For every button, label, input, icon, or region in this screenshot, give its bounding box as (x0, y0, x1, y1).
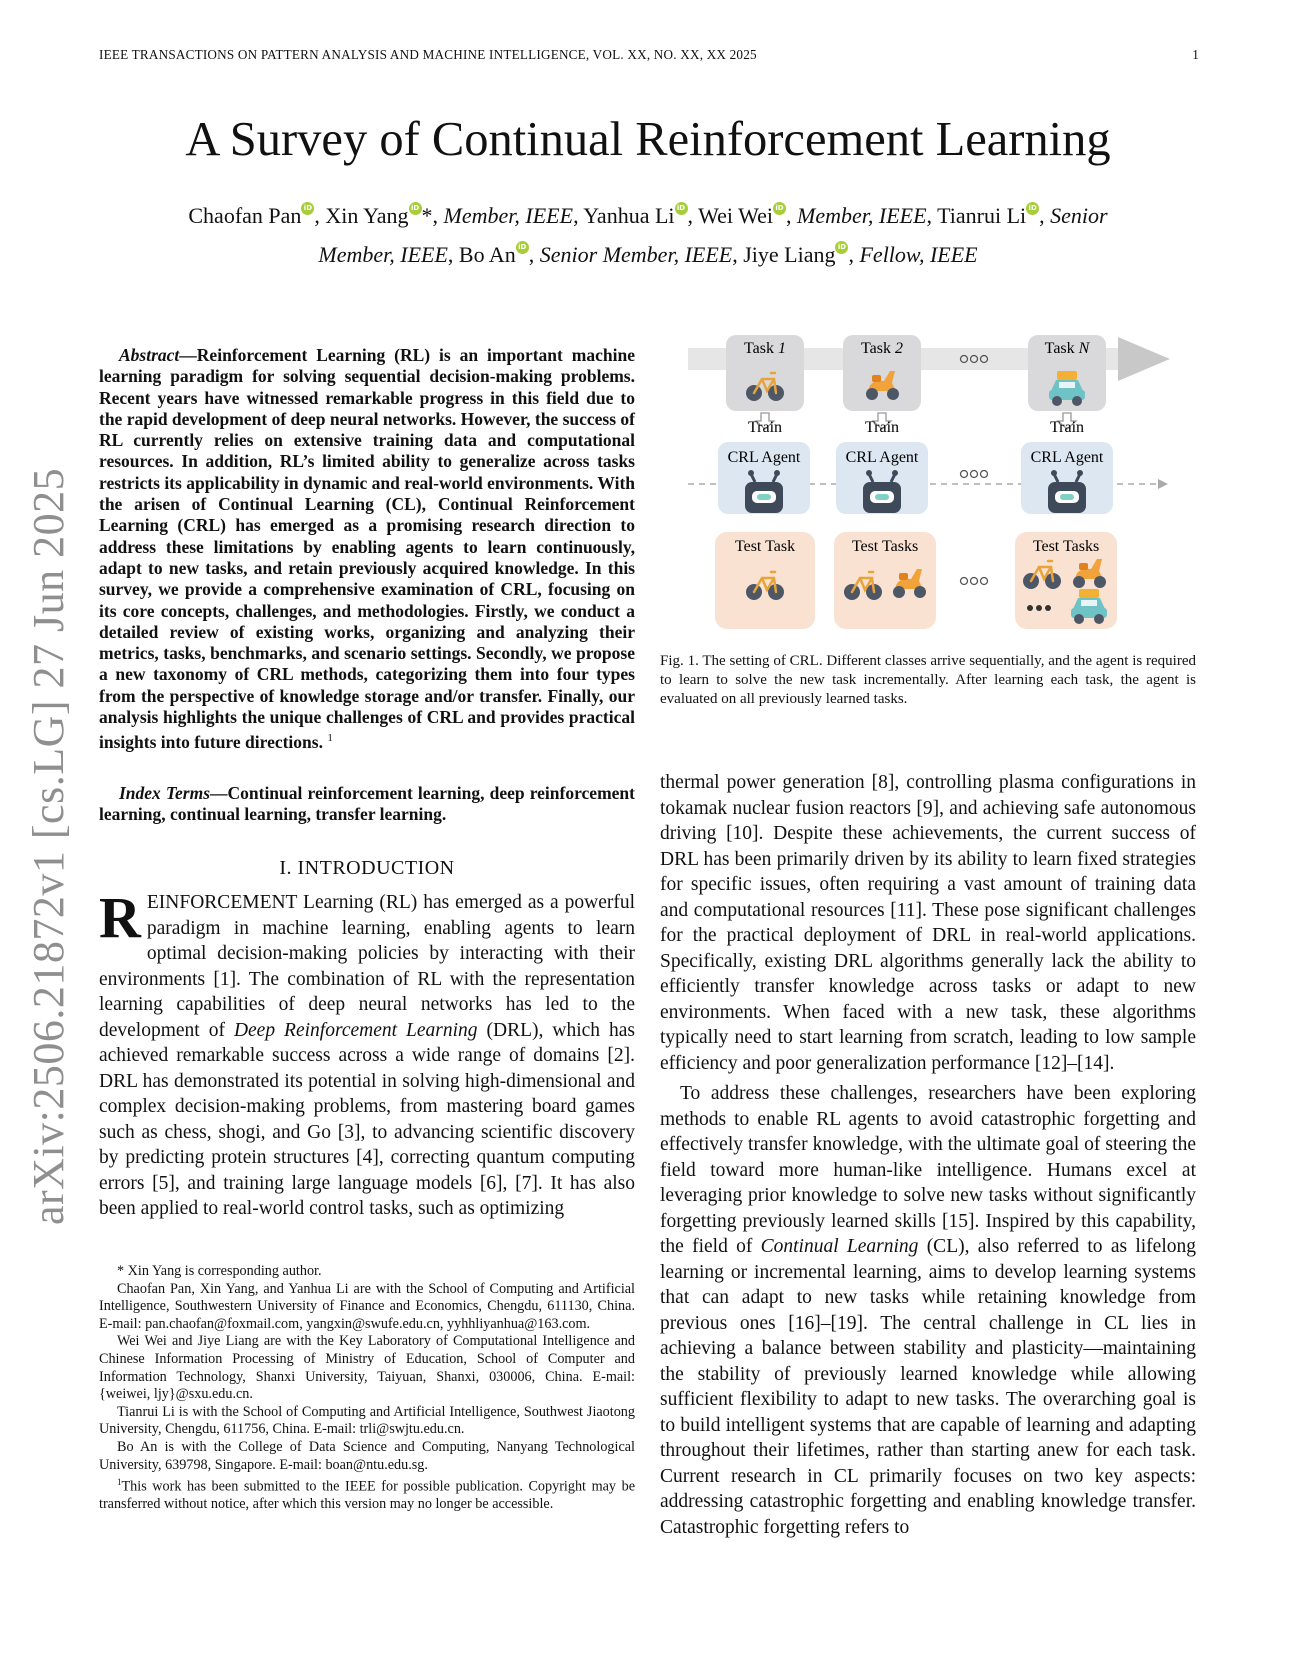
train-label: Train (747, 419, 783, 436)
running-header (99, 47, 1199, 63)
intro-emphasis: Deep Reinforcement Learning (233, 1019, 478, 1041)
footnote-submission (99, 1474, 635, 1514)
test-label: Test Tasks (1032, 538, 1100, 555)
agent-label: CRL Agent (1030, 449, 1104, 466)
author-name: Bo An (458, 242, 516, 267)
agent-label: CRL Agent (845, 449, 919, 466)
crl-agent-box (836, 442, 928, 514)
orcid-icon[interactable]: iD (301, 202, 314, 215)
crl-agent-box (1021, 442, 1113, 514)
train-arrow (756, 413, 1076, 429)
task-2-box (843, 335, 921, 411)
test-task-box (715, 532, 815, 629)
abstract-footmark: 1 (327, 732, 333, 745)
crl-agent-box (718, 442, 810, 514)
test-task-box (834, 532, 936, 629)
body-text: (CL), also referred to as lifelong learning or incremental learning, aims to develop learning systems that can adapt to new tasks while retaining knowledge from previous ones [16]–[19]. The central challenge in CL lies in achieving a balance between stability and plasticity—maintaining the stability of previously learned knowledge while allowing sufficient flexibility to adapt to new tasks. The overarching goal is to build intelligent systems that are capable of learning and adapting throughout their lifetimes, rather than starting anew for each task. Current research in CL primarily focuses on two key aspects: addressing catastrophic forgetting and enabling knowledge transfer. Catastrophic forgetting refers to (660, 1236, 1196, 1538)
body-paragraph (660, 1081, 1196, 1540)
journal-name: IEEE TRANSACTIONS ON PATTERN ANALYSIS AND MACHINE INTELLIGENCE, VOL. XX, NO. XX, XX 2025 (99, 47, 757, 62)
abstract (99, 345, 635, 753)
author-grade: Member, IEEE (318, 242, 448, 267)
task-timeline-arrowhead (1118, 337, 1170, 381)
train-label: Train (1049, 419, 1085, 436)
abstract-text: —Reinforcement Learning (RL) is an important machine learning paradigm for solving sequential decision-making problems. Recent years have witnessed remarkable progress in this field due to the rapid development of deep neural networks. However, the success of RL currently relies on extensive training data and computational resources. In addition, RL’s limited ability to generalize across tasks restricts its applicability in dynamic and real-world environments. With the arisen of Continual Learning (CL), Continual Reinforcement Learning (CRL) has emerged as a promising research direction to address these limitations by enabling agents to learn continuously, adapt to new tasks, and retain previously acquired knowledge. In this survey, we provide a comprehensive examination of CRL, focusing on its core concepts, challenges, and methodologies. Firstly, we conduct a detailed review of existing works, organizing and analyzing their metrics, tasks, benchmarks, and scenario settings. Secondly, we propose a new taxonomy of CRL methods, categorizing them into four types from the perspective of knowledge storage and/or transfer. Finally, our analysis highlights the unique challenges of CRL and provides practical insights into future directions. (99, 345, 635, 753)
page-number: 1 (1192, 47, 1199, 62)
body-text: To address these challenges, researchers have been exploring methods to enable RL agents to avoid catastrophic forgetting and effectively transfer knowledge, with the ultimate goal of steering the field toward more human-like intelligence. Humans excel at leveraging prior knowledge to solve new tasks without significantly forgetting previously learned skills [15]. Inspired by this capability, the field of (660, 1083, 1196, 1257)
author-name: Chaofan Pan (188, 203, 302, 228)
orcid-icon[interactable]: iD (1026, 202, 1039, 215)
author-grade: Senior (1050, 203, 1108, 228)
corresponding-mark: * (421, 203, 433, 228)
task-1-box (726, 335, 804, 411)
body-paragraph: thermal power generation [8], controlling plasma configurations in tokamak nuclear fusion reactors [9], and achieving safe autonomous driving [10]. Despite these achievements, the current success of DRL has been primarily driven by its ability to learn fixed strategies for specific issues, often requiring a vast amount of training data and computational resources [11]. These pose significant challenges for the practical deployment of DRL in real-world applications. Specifically, existing DRL algorithms generally lack the ability to efficiently transfer knowledge across tasks or adapt to new environments. When faced with a new task, these algorithms typically need to start learning from scratch, leading to low sample efficiency and poor generalization performance [12]–[14]. (660, 772, 1196, 1074)
orcid-icon[interactable]: iD (516, 241, 529, 254)
footnote-corresponding: * Xin Yang is corresponding author. (117, 1263, 322, 1279)
orcid-icon[interactable]: iD (773, 202, 786, 215)
test-task-box (1015, 532, 1117, 629)
index-terms-text: —Continual reinforcement learning, deep reinforcement learning, continual learning, transfer learning. (99, 783, 635, 825)
author-name: Jiye Liang (743, 242, 836, 267)
index-terms (99, 783, 635, 826)
task-label: Task N (1044, 340, 1090, 357)
paper-title: A Survey of Continual Reinforcement Learning (185, 113, 1111, 166)
agent-label: CRL Agent (727, 449, 801, 466)
body-emphasis: Continual Learning (760, 1236, 919, 1257)
test-label: Test Tasks (851, 538, 919, 555)
figure-crl-setting (688, 335, 1170, 635)
intro-left-column (99, 885, 636, 1222)
section-heading: I. INTRODUCTION (279, 857, 455, 879)
orcid-icon[interactable]: iD (675, 202, 688, 215)
author-grade: Fellow, IEEE (859, 242, 978, 267)
intro-text: (DRL), which has achieved remarkable success across a wide range of domains [2]. DRL has demonstrated its potential in solving high-dimensional and complex decision-making problems, from mastering board games such as chess, shogi, and Go [3], to advancing scientific discovery by predicting protein structures [4], correcting quantum computing errors [5], and training large language models [6], [7]. It has also been applied to real-world control tasks, such as optimizing (99, 1019, 636, 1219)
arxiv-stamp[interactable]: arXiv:2506.21872v1 [cs.LG] 27 Jun 2025 (24, 467, 73, 1225)
figure-caption: Fig. 1. The setting of CRL. Different classes arrive sequentially, and the agent is required to learn to solve the new task incrementally. After learning each task, the agent is evaluated on all previously learned tasks. (660, 653, 1196, 707)
task-label: Task 1 (744, 340, 786, 357)
author-name: Tianrui Li (937, 203, 1027, 228)
author-name: Xin Yang (325, 203, 409, 228)
ellipsis-dots (961, 471, 988, 478)
ellipsis-dots (961, 578, 988, 585)
author-name: Wei Wei (698, 203, 773, 228)
footnote-affiliation: Wei Wei and Jiye Liang are with the Key Laboratory of Computational Intelligence and Chinese Information Processing of Ministry of Education, School of Computer and Information Technology, Shanxi University, Taiyuan, Shanxi, 030006, China. E-mail: {weiwei, ljy}@sxu.edu.cn. (99, 1333, 635, 1403)
drop-cap: R (99, 885, 141, 950)
footnote-affiliation: Chaofan Pan, Xin Yang, and Yanhua Li are with the School of Computing and Artificial Intelligence, Southwestern University of Finance and Economics, Chengdu, 611130, China. E-mail: pan.chaofan@foxmail.com, yangxin@swufe.edu.cn, yyhhliyanhua@163.com. (99, 1280, 635, 1332)
footnote-affiliation: Tianrui Li is with the School of Computing and Artificial Intelligence, Southwest Jiaotong University, Chengdu, 611756, China. E-mail: trli@swjtu.edu.cn. (99, 1403, 635, 1438)
intro-text: EINFORCEMENT Learning (RL) has emerged as a powerful paradigm in machine learning, enabling agents to learn optimal decision-making policies by interacting with their environments [1]. The combination of RL with the representation learning capabilities of deep neural networks has led to the development of (99, 892, 635, 1041)
orcid-icon[interactable]: iD (835, 241, 848, 254)
author-grade: Member, IEEE (797, 203, 927, 228)
footnote-mark: 1 (117, 1477, 122, 1488)
author-list: Chaofan Pan iD , Xin Yang iD *, Member, IEEE, Yanhua Li iD , Wei Wei iD , Member, IEEE, Tianrui Li iD , Senior Member, IEEE, Bo An iD , Senior Member, IEEE, Jiye Liang iD , Fellow, IEEE (188, 203, 1108, 267)
task-label: Task 2 (861, 340, 903, 357)
author-name: Yanhua Li (583, 203, 675, 228)
footnote-text: This work has been submitted to the IEEE for possible publication. Copyright may be transferred without notice, after which this version may no longer be accessible. (99, 1478, 635, 1513)
index-terms-label: Index Terms (119, 783, 210, 803)
footnotes (99, 1263, 635, 1514)
abstract-label: Abstract (119, 345, 180, 365)
author-grade: Member, IEEE (443, 203, 574, 228)
author-grade: Senior Member, IEEE (539, 242, 733, 267)
agent-timeline-arrowhead (1158, 479, 1168, 489)
train-label: Train (864, 419, 900, 436)
task-n-box (1028, 335, 1106, 411)
intro-right-column (660, 770, 1196, 1540)
test-label: Test Task (734, 538, 796, 555)
orcid-icon[interactable]: iD (409, 202, 422, 215)
footnote-affiliation: Bo An is with the College of Data Science and Computing, Nanyang Technological University, 639798, Singapore. E-mail: boan@ntu.edu.sg. (99, 1438, 635, 1473)
